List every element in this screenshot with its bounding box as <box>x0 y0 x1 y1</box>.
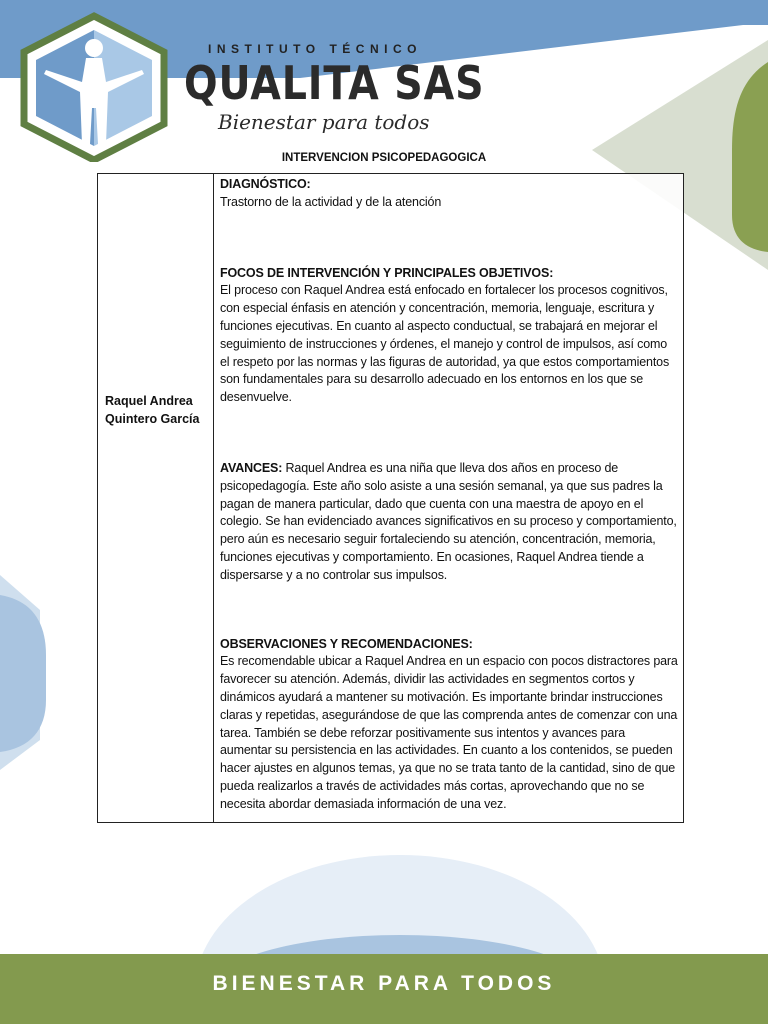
observaciones-body: Es recomendable ubicar a Raquel Andrea en un espacio con pocos distractores para favorecer su atención. Además, dividir las actividades en segmentos cortos y dinámicos ayudará a mantener su motivación. Es importante brindar instrucciones claras y repetidas, asegurándose de que las comprenda antes de comenzar con una tarea. También se debe reforzar positivamente sus intentos y avances para aumentar su persistencia en las actividades. En cuanto a los contenidos, se pueden hacer ajustes en algunos temas, ya que no se trata tanto de la cantidad, sino de que pueda realizarlos a través de actividades más cortas, aprovechando que no se necesita abordar demasiada información de una vez. <box>220 654 678 811</box>
brand-institute: INSTITUTO TÉCNICO <box>208 42 422 56</box>
brand-slogan: Bienestar para todos <box>218 110 430 134</box>
section-focos <box>220 265 678 407</box>
section-diagnostico <box>220 176 678 212</box>
patient-name: Raquel Andrea Quintero García <box>105 394 200 426</box>
diagnostico-body: Trastorno de la actividad y de la atención <box>220 194 442 209</box>
section-avances <box>220 460 678 585</box>
diagnostico-heading: DIAGNÓSTICO: <box>220 177 311 191</box>
focos-heading: FOCOS DE INTERVENCIÓN Y PRINCIPALES OBJETIVOS: <box>220 265 554 280</box>
brand-name: QUALITA SAS <box>184 56 485 110</box>
footer-slogan: BIENESTAR PARA TODOS <box>212 972 556 995</box>
section-observaciones <box>220 636 678 814</box>
top-right-blue-shape <box>560 0 768 25</box>
intervention-table <box>97 173 684 823</box>
patient-column <box>98 174 214 822</box>
document-title: INTERVENCION PSICOPEDAGOGICA <box>281 152 487 164</box>
avances-heading: AVANCES: <box>220 460 283 475</box>
focos-body: El proceso con Raquel Andrea está enfocado en fortalecer los procesos cognitivos, con especial énfasis en atención y concentración, memoria, lenguaje, escritura y funciones ejecutivas. En cuanto al aspecto conductual, se trabajará en mejorar el seguimiento de instrucciones y órdenes, el manejo y control de impulsos, así como el respeto por las normas y las figuras de autoridad, ya que estos comportamientos son fundamentales para su desarrollo adecuado en los entornos en los que se desenvuelve. <box>220 283 670 405</box>
avances-body: Raquel Andrea es una niña que lleva dos años en proceso de psicopedagogía. Este año solo asiste a una sesión semanal, ya que sus padres la pagan de manera particular, dado que cuenta con una maestra de apoyo en el colegio. Se han evidenciado avances significativos en su proceso y comportamiento, pero aún es necesario seguir fortaleciendo su atención, concentración, memoria, funciones ejecutivas y comportamiento. En ocasiones, Raquel Andrea tiende a dispersarse y a no controlar sus impulsos. <box>220 460 677 582</box>
observaciones-heading: OBSERVACIONES Y RECOMENDACIONES: <box>220 636 473 651</box>
qualita-logo <box>14 12 174 162</box>
content-column <box>220 176 678 814</box>
